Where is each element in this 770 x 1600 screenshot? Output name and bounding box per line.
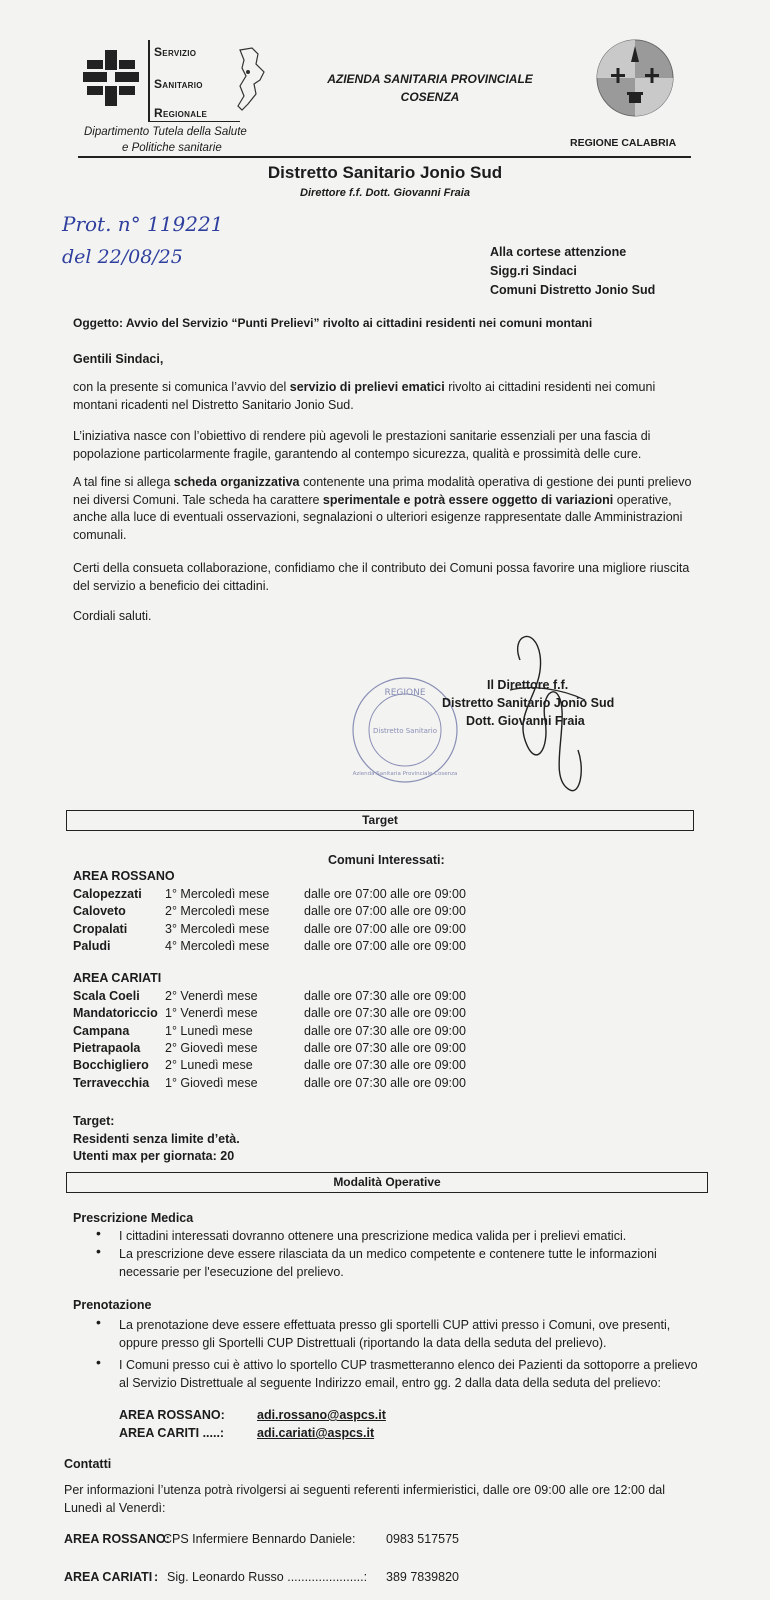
town-name: Pietrapaola [73,1040,141,1055]
greeting: Gentili Sindaci, [73,352,164,366]
contact-rossano-label: AREA ROSSANO: [64,1532,170,1546]
body-paragraph-4: Certi della consueta collaborazione, confidiamo che il contributo dei Comuni possa favorire una migliore riuscita del servizio a beneficio dei cittadini. [73,561,690,593]
town-name: Scala Coeli [73,989,140,1003]
town-name: Caloveto [73,904,126,919]
stamp-top-text: REGIONE [384,688,426,698]
comuni-heading: Comuni Interessati: [328,853,445,867]
schedule-day: 2° Lunedì mese [165,1058,253,1073]
handwritten-signature [490,630,600,805]
contatti-text: Per informazioni l’utenza potrà rivolgersi ai seguenti referenti infermieristici, dalle ore 09:00 alle ore 12:00 dal Lunedì al Venerdì: [64,1483,666,1515]
recipient-line1: Alla cortese attenzione [490,245,627,259]
district-title: Distretto Sanitario Jonio Sud [267,163,503,182]
email-cariati-label: AREA CARITI .....: [119,1426,225,1440]
schedule-hours: dalle ore 07:30 alle ore 09:00 [304,1006,466,1021]
p3-text-a: A tal fine si allega [73,475,174,489]
contact-cariati-label: AREA CARIATI [64,1570,153,1584]
protocol-handwritten-line2: del 22/08/25 [62,246,183,268]
town-name: Mandatoriccio [73,1006,158,1021]
target-line2: Utenti max per giornata: 20 [73,1149,235,1163]
schedule-hours: dalle ore 07:30 alle ore 09:00 [304,1058,466,1073]
dept-line1: Dipartimento Tutela della Salute [84,126,247,138]
contact-rossano-phone: 0983 517575 [386,1532,459,1546]
target-summary [73,1113,240,1166]
email-rossano-link[interactable]: adi.rossano@aspcs.it [257,1408,386,1422]
bullet-icon: • [96,1354,101,1370]
modalita-section-box: Modalità Operative [66,1172,708,1193]
schedule-day: 4° Mercoledì mese [165,938,270,953]
schedule-hours: dalle ore 07:00 alle ore 09:00 [304,921,466,936]
body-paragraph-2: L’iniziativa nasce con l’obiettivo di rendere più agevoli le prestazioni sanitarie essenziali per una fascia di popolazione particolarmente fragile, garantendo al contempo sicurezza, qualità e prossimità delle cure. [73,429,651,461]
prenotazione-item-1: La prenotazione deve essere effettuata presso gli sportelli CUP attivi presso i Comuni, ove presenti, oppure presso gli Sportelli CUP Distrettuali (riportando la data della seduta del prelievo). [119,1318,671,1350]
ssr-logo-divider [148,40,150,122]
bullet-icon: • [96,1225,101,1241]
prenotazione-item-2: I Comuni presso cui è attivo lo sportello CUP trasmetteranno elenco dei Pazienti da sottoporre a prelievo al Servizio Distrettuale al seguente Indirizzo email, entro gg. 2 dalla data della seduta del prelievo: [119,1358,698,1390]
town-name: Terravecchia [73,1075,150,1090]
prescrizione-item-1: I cittadini interessati dovranno ottenere una prescrizione medica valida per i prelievi ematici. [119,1229,627,1243]
target-line1: Residenti senza limite d’età. [73,1131,240,1146]
schedule-day: 2° Venerdì mese [165,989,258,1003]
district-director: Direttore f.f. Dott. Giovanni Fraia [300,187,470,199]
schedule-day: 2° Mercoledì mese [165,904,270,919]
town-name: Cropalati [73,921,128,936]
region-label: REGIONE CALABRIA [570,137,677,149]
calabria-map-icon [234,46,272,114]
stamp-mid-text: Distretto Sanitario [372,727,438,735]
recipient-line3: Comuni Distretto Jonio Sud [490,283,656,297]
contact-rossano-row [64,1532,170,1546]
recipient-line2: Sigg.ri Sindaci [490,264,577,278]
body-paragraph-1 [73,379,693,414]
signature-line3: Dott. Giovanni Fraia [466,714,585,728]
email-cariati-link[interactable]: adi.cariati@aspcs.it [257,1426,375,1440]
town-name: Paludi [73,938,111,953]
contact-cariati-ref: Sig. Leonardo Russo ......................: [167,1570,368,1584]
contact-cariati-phone: 389 7839820 [386,1570,459,1584]
target-label: Target: [73,1114,115,1128]
prescrizione-heading: Prescrizione Medica [73,1211,194,1225]
schedule-hours: dalle ore 07:30 alle ore 09:00 [304,1040,466,1055]
town-name: Bocchigliero [73,1058,149,1073]
schedule-hours: dalle ore 07:00 alle ore 09:00 [304,887,466,901]
schedule-hours: dalle ore 07:00 alle ore 09:00 [304,938,466,953]
ssr-line1: Servizio [154,45,197,59]
dept-line2: e Politiche sanitarie [122,142,222,154]
area-rossano-heading: AREA ROSSANO [73,869,175,883]
prenotazione-heading: Prenotazione [73,1298,152,1312]
schedule-day: 1° Lunedì mese [165,1023,253,1038]
ssr-underline [150,121,240,122]
prescrizione-item-2: La prescrizione deve essere rilasciata da un medico competente e contenere tutte le informazioni necessarie per l'esecuzione del prelievo. [119,1247,657,1279]
p1-text-a: con la presente si comunica l’avvio del [73,380,290,394]
town-name: Campana [73,1023,130,1038]
schedule-day: 1° Venerdì mese [165,1006,258,1021]
bullet-icon: • [96,1314,101,1330]
ssr-line2: Sanitario [154,77,203,91]
schedule-hours: dalle ore 07:30 alle ore 09:00 [304,989,466,1003]
town-name: Calopezzati [73,887,142,901]
ssr-cross-logo [83,50,139,106]
schedule-day: 2° Giovedì mese [165,1040,258,1055]
recipient-block [490,243,655,300]
protocol-handwritten-line1: Prot. n° 119221 [62,212,224,236]
p3-text-e: operative, anche alla luce di eventuali osservazioni, segnalazioni o ulteriori esigenze rappresentate dalle Amministrazioni comunali. [73,492,683,542]
regione-calabria-emblem [595,38,675,118]
schedule-hours: dalle ore 07:00 alle ore 09:00 [304,904,466,919]
p3-text-c: contenente una prima modalità operativa di gestione dei punti prelievo nei diversi Comuni. Tale scheda ha carattere [73,475,692,507]
header-rule [78,156,691,158]
asp-line1: AZIENDA SANITARIA PROVINCIALE [327,72,533,86]
body-paragraph-3 [73,474,693,544]
p3-bold-1: scheda organizzativa [173,475,300,489]
bullet-icon: • [96,1243,101,1259]
schedule-hours: dalle ore 07:30 alle ore 09:00 [304,1023,466,1038]
schedule-hours: dalle ore 07:30 alle ore 09:00 [304,1075,466,1090]
email-rossano-label: AREA ROSSANO: [119,1408,225,1422]
asp-line2: COSENZA [400,90,460,104]
target-section-box: Target [66,810,694,831]
schedule-day: 1° Giovedì mese [165,1075,258,1090]
p1-text-c: rivolto ai cittadini residenti nei comuni montani ricadenti nel Distretto Sanitario Jonio Sud. [73,380,656,412]
contact-rossano-ref: CPS Infermiere Bennardo Daniele: [163,1532,356,1546]
signature-line1: Il Direttore f.f. [487,678,569,692]
contact-cariati-colon: : [154,1570,159,1584]
schedule-day: 3° Mercoledì mese [165,921,270,936]
p1-bold: servizio di prelievi ematici [289,380,445,394]
stamp-bottom-text: Azienda Sanitaria Provinciale Cosenza [352,771,458,777]
subject-line: Oggetto: Avvio del Servizio “Punti Prelievi” rivolto ai cittadini residenti nei comuni montani [73,316,593,330]
closing: Cordiali saluti. [73,609,152,623]
ssr-line3: Regionale [154,106,208,120]
signature-line2: Distretto Sanitario Jonio Sud [442,696,615,710]
p3-bold-2: sperimentale e potrà essere oggetto di variazioni [322,492,614,507]
contatti-heading: Contatti [64,1457,112,1471]
area-cariati-heading: AREA CARIATI [73,971,162,985]
schedule-day: 1° Mercoledì mese [165,887,270,901]
